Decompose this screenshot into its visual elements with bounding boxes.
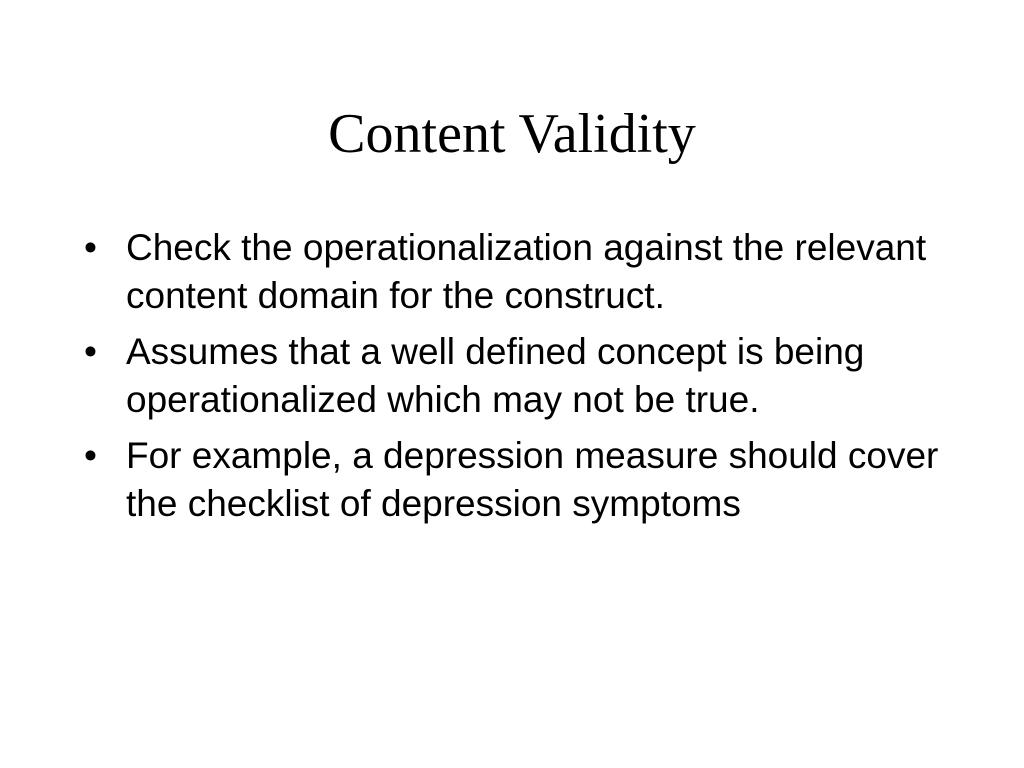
bullet-list <box>84 224 964 536</box>
bullet-item <box>84 432 964 528</box>
bullet-dot-icon: • <box>84 435 97 476</box>
slide-title: Content Validity <box>328 103 696 165</box>
bullet-text: Check the operationalization against the relevant content domain for the construct. <box>126 227 927 316</box>
bullet-text: For example, a depression measure should cover the checklist of depression symptoms <box>126 435 939 524</box>
bullet-item <box>84 224 964 320</box>
bullet-text: Assumes that a well defined concept is being operationalized which may not be true. <box>126 331 865 420</box>
bullet-item <box>84 328 964 424</box>
bullet-dot-icon: • <box>84 227 97 268</box>
bullet-dot-icon: • <box>84 331 97 372</box>
